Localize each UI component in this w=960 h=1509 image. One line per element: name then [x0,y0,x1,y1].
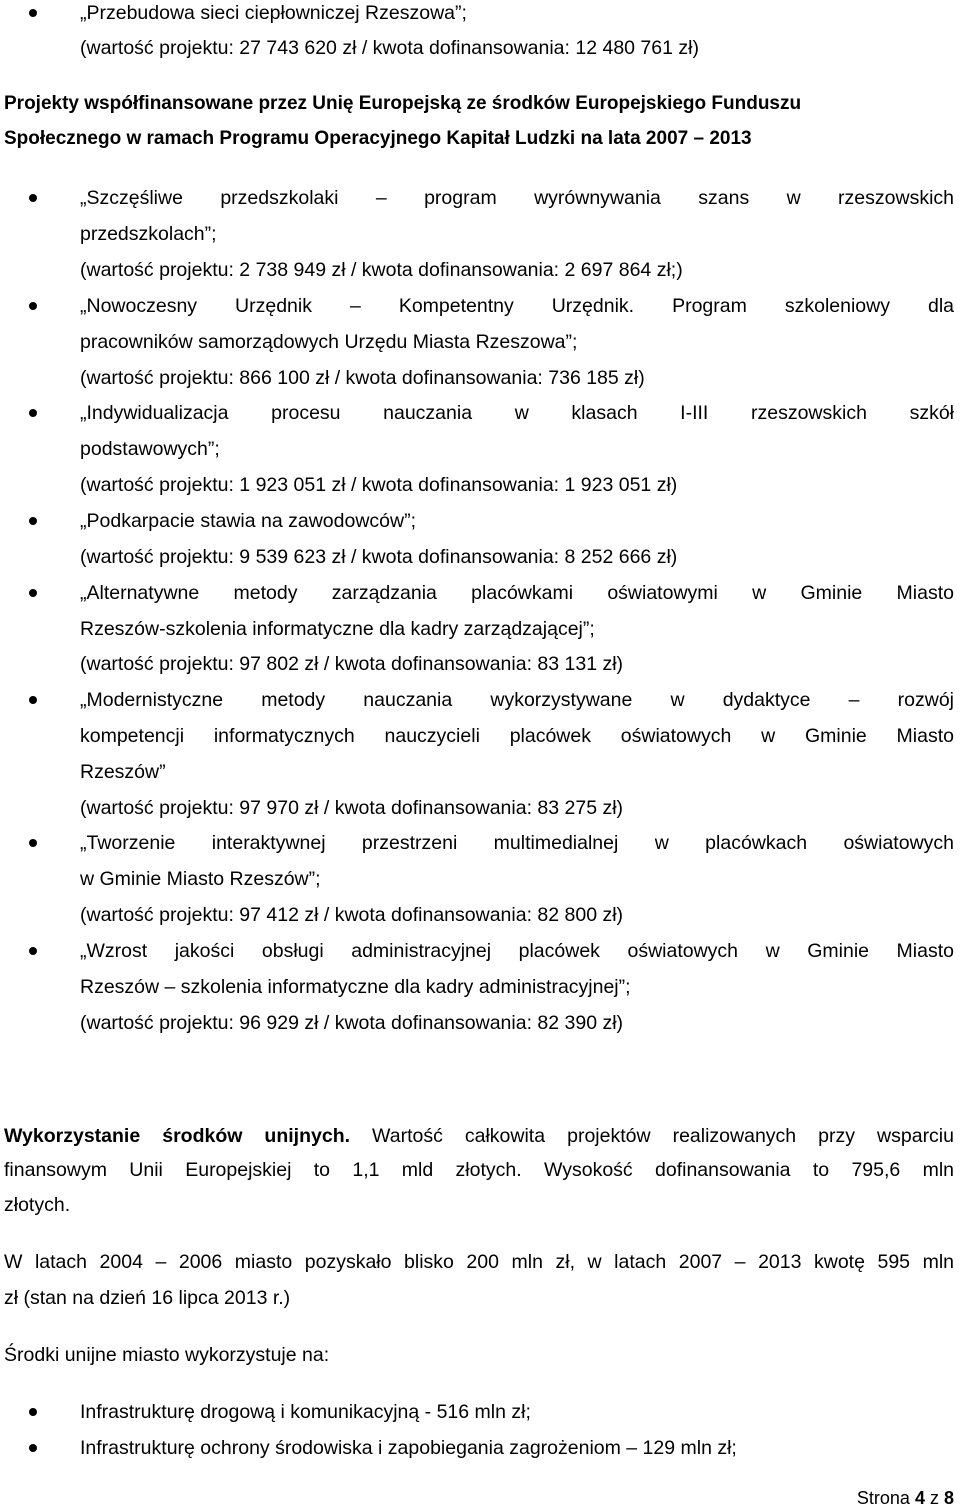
page-number [857,1487,954,1509]
top-item-title: „Przebudowa sieci ciepłowniczej Rzeszowa”; [80,2,467,24]
total-pages: 8 [943,1488,954,1508]
project-title-line: „Szczęśliwe przedszkolaki – program wyrównywania szans w rzeszowskich [80,187,954,209]
usage-paragraph-line-2: finansowym Unii Europejskiej to 1,1 mld złotych. Wysokość dofinansowania to 795,6 mln [4,1159,954,1181]
funds-item: Infrastrukturę ochrony środowiska i zapobiegania zagrożeniom – 129 mln zł; [80,1437,737,1459]
project-title-line: Rzeszów-szkolenia informatyczne dla kadry zarządzającej”; [80,618,595,640]
project-title-line: „Podkarpacie stawia na zawodowców”; [80,510,416,532]
bullet-icon [29,589,37,597]
years-paragraph-line-1: W latach 2004 – 2006 miasto pozyskało blisko 200 mln zł, w latach 2007 – 2013 kwotę 595 mln [4,1251,954,1273]
project-value: (wartość projektu: 1 923 051 zł / kwota dofinansowania: 1 923 051 zł) [80,474,678,496]
project-title-line: „Tworzenie interaktywnej przestrzeni multimedialnej w placówkach oświatowych [80,832,954,854]
funds-item: Infrastrukturę drogową i komunikacyjną - 516 mln zł; [80,1401,531,1423]
project-value: (wartość projektu: 866 100 zł / kwota dofinansowania: 736 185 zł) [80,367,645,389]
funds-intro: Środki unijne miasto wykorzystuje na: [4,1344,330,1366]
usage-paragraph-line-1 [4,1124,954,1148]
bullet-icon [29,696,37,704]
years-paragraph-line-2: zł (stan na dzień 16 lipca 2013 r.) [4,1287,291,1309]
project-title-line: przedszkolach”; [80,223,217,245]
project-value: (wartość projektu: 96 929 zł / kwota dofinansowania: 82 390 zł) [80,1012,624,1034]
bullet-icon [29,409,37,417]
bullet-icon [29,1444,37,1452]
project-value: (wartość projektu: 9 539 623 zł / kwota dofinansowania: 8 252 666 zł) [80,546,678,568]
project-title-line: podstawowych”; [80,438,220,460]
bullet-icon [29,947,37,955]
project-title-line: w Gminie Miasto Rzeszów”; [80,868,321,890]
project-title-line: „Wzrost jakości obsługi administracyjnej placówek oświatowych w Gminie Miasto [80,940,954,962]
project-title-line: Rzeszów – szkolenia informatyczne dla kadry administracyjnej”; [80,976,631,998]
bullet-icon [29,302,37,310]
project-title-line: kompetencji informatycznych nauczycieli placówek oświatowych w Gminie Miasto [80,725,954,747]
project-value: (wartość projektu: 97 412 zł / kwota dofinansowania: 82 800 zł) [80,904,624,926]
bullet-icon [29,517,37,525]
current-page: 4 [914,1488,925,1508]
project-title-line: „Alternatywne metody zarządzania placówkami oświatowymi w Gminie Miasto [80,582,954,604]
bullet-icon [29,9,37,17]
usage-line-1-rest: Wartość całkowita projektów realizowanych przy wsparciu [350,1125,954,1147]
bullet-icon [29,839,37,847]
project-title-line: „Nowoczesny Urzędnik – Kompetentny Urzędnik. Program szkoleniowy dla [80,295,954,317]
bullet-icon [29,194,37,202]
project-value: (wartość projektu: 2 738 949 zł / kwota dofinansowania: 2 697 864 zł;) [80,259,683,281]
usage-paragraph-line-3: złotych. [4,1194,71,1216]
project-title-line: „Indywidualizacja procesu nauczania w klasach I-III rzeszowskich szkół [80,402,954,424]
section-heading-line-1: Projekty współfinansowane przez Unię Europejską ze środków Europejskiego Funduszu [4,93,802,114]
project-title-line: „Modernistyczne metody nauczania wykorzystywane w dydaktyce – rozwój [80,689,954,711]
project-value: (wartość projektu: 97 802 zł / kwota dofinansowania: 83 131 zł) [80,653,624,675]
bullet-icon [29,1408,37,1416]
section-heading-line-2: Społecznego w ramach Programu Operacyjnego Kapitał Ludzki na lata 2007 – 2013 [4,128,752,149]
top-item-value: (wartość projektu: 27 743 620 zł / kwota dofinansowania: 12 480 761 zł) [80,37,699,59]
page-number-prefix: Strona [856,1488,915,1508]
usage-bold-lead: Wykorzystanie środków unijnych. [4,1125,351,1147]
project-value: (wartość projektu: 97 970 zł / kwota dofinansowania: 83 275 zł) [80,797,624,819]
project-title-line: pracowników samorządowych Urzędu Miasta Rzeszowa”; [80,331,578,353]
page-number-separator: z [924,1488,944,1508]
project-title-line: Rzeszów” [80,761,166,783]
